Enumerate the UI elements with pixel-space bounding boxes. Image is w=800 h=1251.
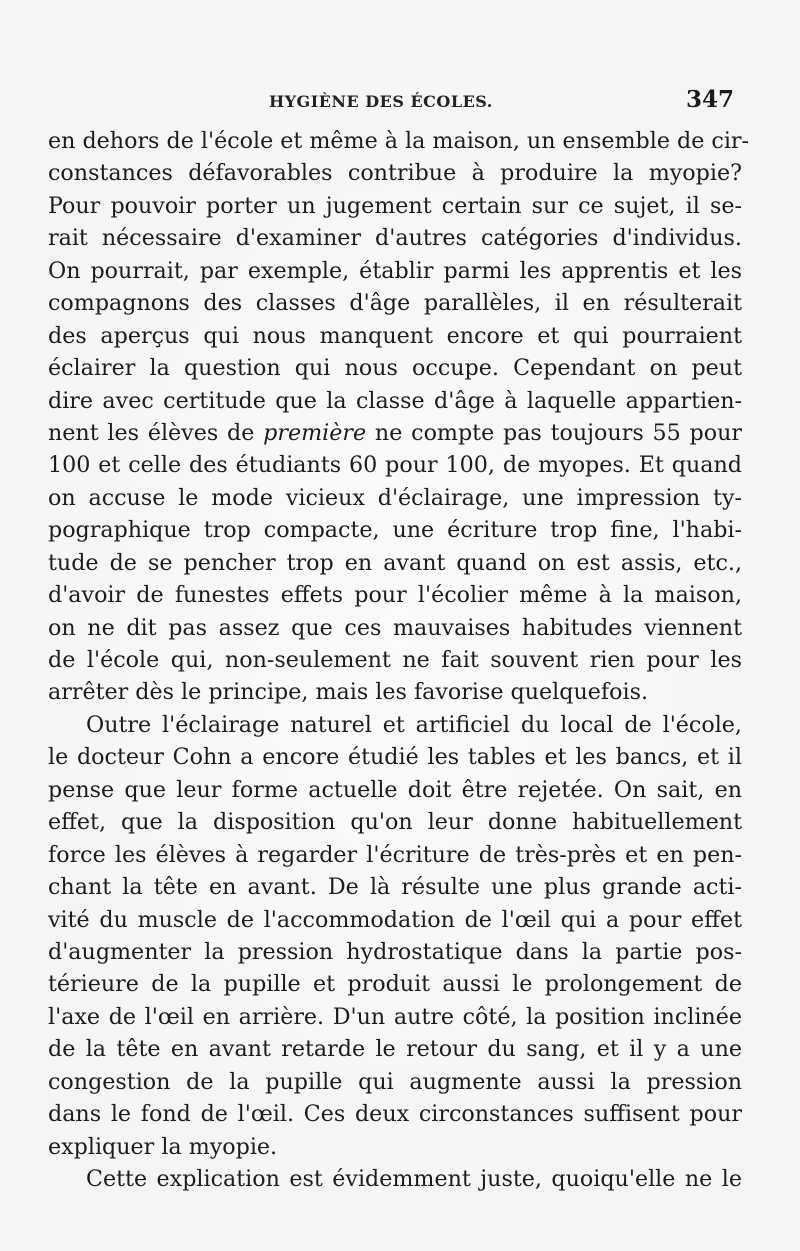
text-line: des aperçus qui nous manquent encore et qui pourraient xyxy=(48,322,742,349)
page-number: 347 xyxy=(686,86,735,113)
text-line: expliquer la myopie. xyxy=(48,1133,278,1160)
text-line: congestion de la pupille qui augmente aussi la pression xyxy=(48,1068,742,1095)
text-line: chant la tête en avant. De là résulte une plus grande acti- xyxy=(48,874,742,901)
text-line: dire avec certitude que la classe d'âge à laquelle appartien- xyxy=(48,387,742,414)
text-line: 100 et celle des étudiants 60 pour 100, de myopes. Et quand xyxy=(48,452,742,479)
text-line: d'avoir de funestes effets pour l'écolier même à la maison, xyxy=(48,582,742,609)
page-header xyxy=(0,84,800,124)
text-line: le docteur Cohn a encore étudié les tables et les bancs, et il xyxy=(48,744,742,771)
text-line: compagnons des classes d'âge parallèles, il en résulterait xyxy=(48,290,742,317)
text-line: On pourrait, par exemple, établir parmi les apprentis et les xyxy=(48,257,742,284)
text-line: tude de se pencher trop en avant quand on est assis, etc., xyxy=(48,549,742,576)
text-line: force les élèves à regarder l'écriture de très-près et en pen- xyxy=(48,841,742,868)
text-line: Cette explication est évidemment juste, quoiqu'elle ne le xyxy=(86,1166,742,1192)
text-line: on ne dit pas assez que ces mauvaises habitudes viennent xyxy=(48,614,742,641)
text-line: arrêter dès le principe, mais les favorise quelquefois. xyxy=(48,679,649,706)
text-line: pographique trop compacte, une écriture trop fine, l'habi- xyxy=(48,517,742,544)
text-line: rait nécessaire d'examiner d'autres catégories d'individus. xyxy=(48,225,742,252)
text-line: Pour pouvoir porter un jugement certain sur ce sujet, il se- xyxy=(48,192,742,219)
text-line: de la tête en avant retarde le retour du sang, et il y a une xyxy=(48,1036,742,1063)
text-line-end: ne compte pas toujours 55 pour xyxy=(374,419,742,446)
running-title: HYGIÈNE DES ÉCOLES. xyxy=(269,92,493,111)
text-line: constances défavorables contribue à produire la myopie? xyxy=(48,160,742,187)
text-line: éclairer la question qui nous occupe. Cependant on peut xyxy=(48,355,742,382)
body-text xyxy=(48,125,750,1195)
text-line-start: nent les élèves de xyxy=(48,419,255,446)
text-line: dans le fond de l'œil. Ces deux circonstances suffisent pour xyxy=(48,1101,742,1128)
text-line: Outre l'éclairage naturel et artificiel du local de l'école, xyxy=(86,711,742,738)
italic-word: première xyxy=(263,419,367,446)
text-line: pense que leur forme actuelle doit être rejetée. On sait, en xyxy=(48,776,742,803)
text-line: l'axe de l'œil en arrière. D'un autre côté, la position inclinée xyxy=(48,1003,742,1030)
text-line-with-italic xyxy=(48,417,742,449)
text-line: en dehors de l'école et même à la maison, un ensemble de cir- xyxy=(48,128,750,154)
text-line: d'augmenter la pression hydrostatique dans la partie pos- xyxy=(48,938,742,965)
text-line: on accuse le mode vicieux d'éclairage, une impression ty- xyxy=(48,484,742,511)
text-line: vité du muscle de l'accommodation de l'œil qui a pour effet xyxy=(48,906,742,933)
text-line: effet, que la disposition qu'on leur donne habituellement xyxy=(48,809,742,836)
text-line: térieure de la pupille et produit aussi le prolongement de xyxy=(48,971,742,998)
text-line: de l'école qui, non-seulement ne fait souvent rien pour les xyxy=(48,647,742,673)
